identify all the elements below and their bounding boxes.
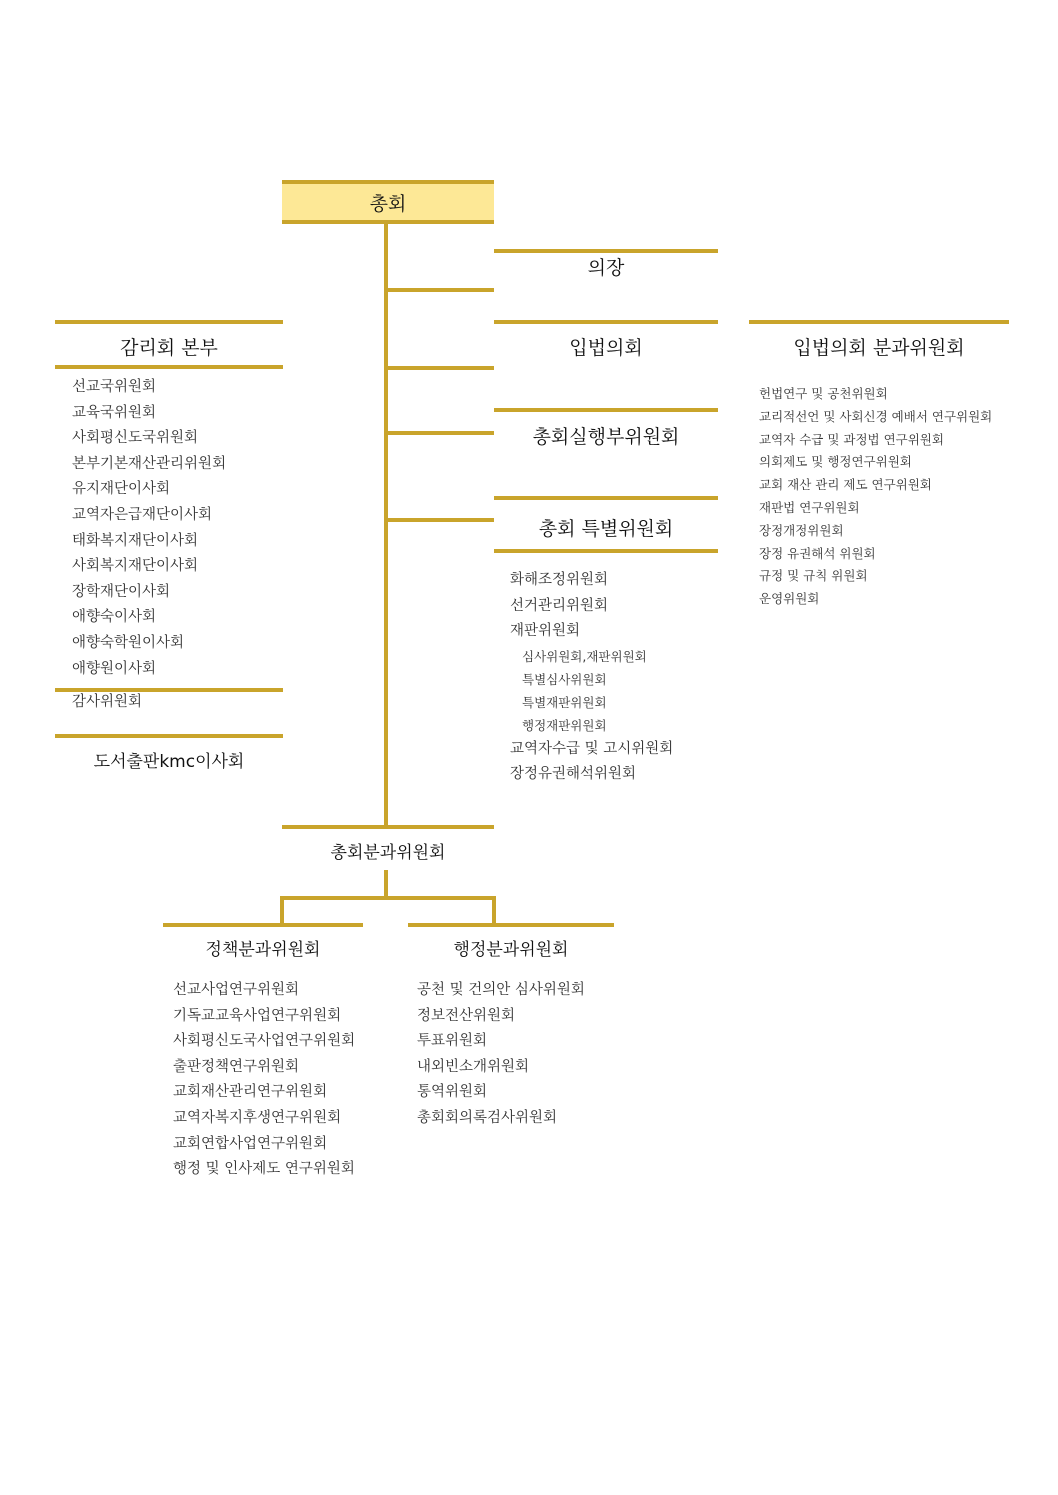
legislative-sub-title: 입법의회 분과위원회 xyxy=(793,337,965,359)
general-sub-stem xyxy=(384,870,388,898)
audit-board-top-rule xyxy=(55,320,283,324)
list-item: 화해조정위원회 xyxy=(510,572,609,588)
list-item: 공천 및 건의안 심사위원회 xyxy=(417,982,585,998)
legislative-title: 입법의회 xyxy=(569,337,643,359)
list-item: 심사위원회,재판위원회 xyxy=(522,648,647,664)
special-title: 총회 특별위원회 xyxy=(538,518,674,540)
list-item: 교회재산관리연구위원회 xyxy=(173,1084,328,1101)
audit-board-bottom-rule xyxy=(55,365,283,369)
policy-list xyxy=(173,978,355,1183)
list-item: 교역자 수급 및 과정법 연구위원회 xyxy=(759,431,944,447)
list-item: 교회 재산 관리 제도 연구위원회 xyxy=(759,477,932,493)
admin-list xyxy=(417,978,585,1132)
list-item: 장정 유권해석 위원회 xyxy=(759,545,876,561)
list-item: 애향숙이사회 xyxy=(72,609,157,626)
list-item: 내외빈소개위원회 xyxy=(417,1058,530,1075)
branch-speaker-line xyxy=(384,288,494,292)
list-item: 본부기본재산관리위원회 xyxy=(72,455,227,472)
special-bottom-rule xyxy=(494,549,718,553)
general-sub-top-rule xyxy=(282,825,494,829)
list-item: 특별재판위원회 xyxy=(522,694,607,710)
list-item: 투표위원회 xyxy=(417,1033,488,1050)
list-item: 장정유권해석위원회 xyxy=(510,766,637,783)
audit-board-title: 감리회 본부 xyxy=(120,337,218,359)
list-item: 교회연합사업연구위원회 xyxy=(173,1135,328,1152)
policy-title: 정책분과위원회 xyxy=(205,940,321,960)
list-item: 사회평신도국위원회 xyxy=(72,430,199,447)
executive-top-rule xyxy=(494,408,718,412)
list-item: 통역위원회 xyxy=(417,1084,488,1101)
special-list xyxy=(510,568,673,788)
list-item: 유지재단이사회 xyxy=(72,481,171,498)
list-item: 교육국위원회 xyxy=(72,404,157,421)
auditors-text: 감사위원회 xyxy=(72,694,143,710)
root-label: 총회 xyxy=(369,192,407,215)
list-item: 교역자은급재단이사회 xyxy=(72,506,213,523)
admin-top-rule xyxy=(408,923,614,927)
branch-special-line xyxy=(384,518,494,522)
list-item: 장정개정위원회 xyxy=(759,522,844,538)
list-item: 특별심사위원회 xyxy=(522,671,607,687)
publishing-label: 도서출판kmc이사회 xyxy=(93,752,245,772)
list-item: 재판위원회 xyxy=(510,623,581,640)
branch-executive-line xyxy=(384,431,494,435)
list-item: 운영위원회 xyxy=(759,591,820,607)
general-sub-crossbar xyxy=(280,896,496,900)
policy-top-rule xyxy=(163,923,363,927)
admin-title: 행정분과위원회 xyxy=(453,940,569,960)
list-item: 사회복지재단이사회 xyxy=(72,558,199,575)
speaker-label: 의장 xyxy=(587,257,625,279)
executive-title: 총회실행부위원회 xyxy=(532,426,680,448)
list-item: 애향숙학원이사회 xyxy=(72,634,185,651)
list-item: 행정재판위원회 xyxy=(522,717,607,733)
list-item: 의회제도 및 행정연구위원회 xyxy=(759,454,912,470)
main-trunk-line xyxy=(384,224,388,828)
auditors-label xyxy=(72,690,142,716)
list-item: 총회회의록검사위원회 xyxy=(417,1109,558,1126)
special-top-rule xyxy=(494,496,718,500)
list-item: 선교사업연구위원회 xyxy=(173,982,300,998)
list-item: 선거관리위원회 xyxy=(510,597,609,614)
list-item: 정보전산위원회 xyxy=(417,1007,516,1024)
list-item: 장학재단이사회 xyxy=(72,583,171,600)
list-item: 헌법연구 및 공천위원회 xyxy=(759,386,888,401)
list-item: 선교국위원회 xyxy=(72,379,157,395)
policy-drop-line xyxy=(280,896,284,926)
legislative-sub-top-rule xyxy=(749,320,1009,324)
list-item: 행정 및 인사제도 연구위원회 xyxy=(173,1161,355,1178)
publishing-rule xyxy=(55,734,283,738)
list-item: 기독교교육사업연구위원회 xyxy=(173,1007,342,1024)
list-item: 태화복지재단이사회 xyxy=(72,532,199,549)
list-item: 재판법 연구위원회 xyxy=(759,499,860,515)
list-item: 출판정책연구위원회 xyxy=(173,1058,300,1075)
list-item: 교역자복지후생연구위원회 xyxy=(173,1109,342,1126)
audit-board-list xyxy=(72,375,226,682)
root-node xyxy=(282,180,494,224)
legislative-top-rule xyxy=(494,320,718,324)
general-sub-title: 총회분과위원회 xyxy=(330,843,446,863)
list-item: 사회평신도국사업연구위원회 xyxy=(173,1033,356,1050)
legislative-sub-list xyxy=(759,383,992,611)
list-item: 교역자수급 및 고시위원회 xyxy=(510,740,674,757)
list-item: 애향원이사회 xyxy=(72,660,157,677)
list-item: 교리적선언 및 사회신경 예배서 연구위원회 xyxy=(759,408,993,424)
branch-legislative-line xyxy=(384,366,494,370)
admin-drop-line xyxy=(492,896,496,926)
list-item: 규정 및 규칙 위원회 xyxy=(759,568,868,584)
